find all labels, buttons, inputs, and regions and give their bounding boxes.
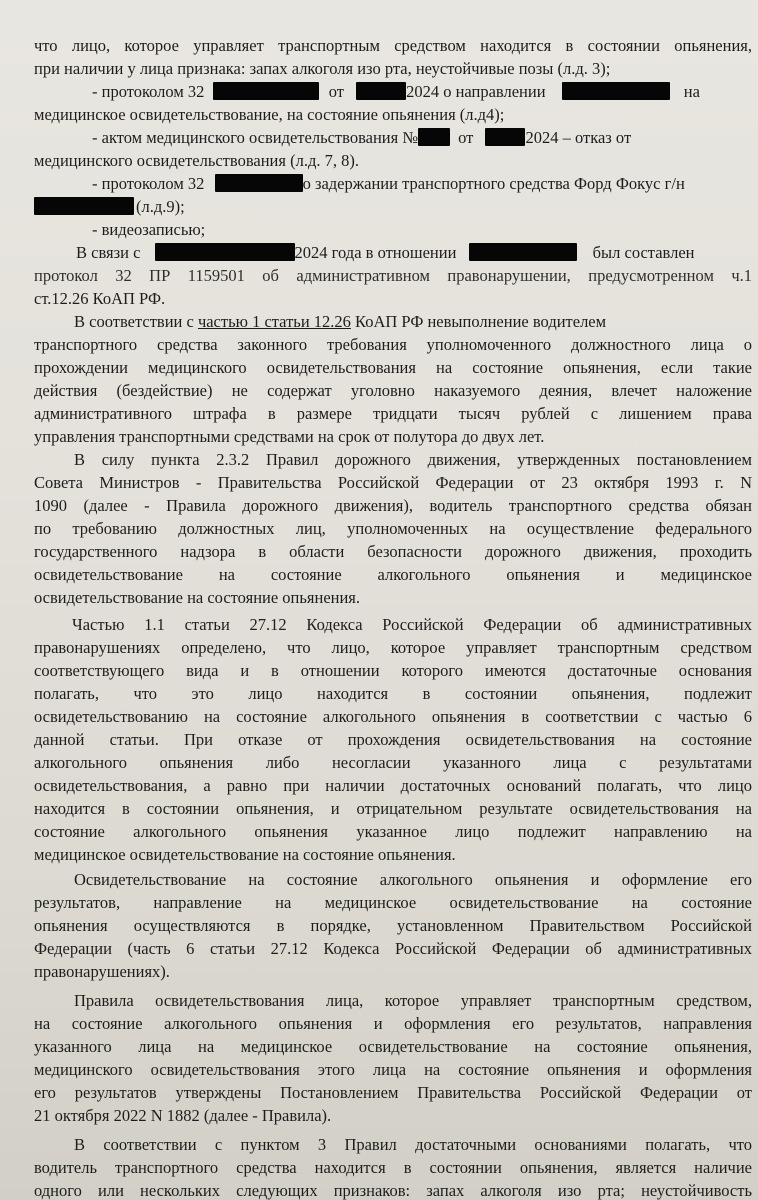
text-line: Совета Министров - Правительства Российской Федерации от 23 октября 1993 г. N [34,473,752,492]
text-fragment: - актом медицинского освидетельствования № [92,128,419,147]
text-line: Правила освидетельствования лица, которое управляет транспортным средством, [74,991,752,1010]
text-line: 1090 (далее - Правила дорожного движения), водитель транспортного средства обязан [34,496,752,515]
text-line: его результатов утверждены Постановлением Правительства Российской Федерации от [34,1083,752,1102]
text-line: данной статьи. При отказе от прохождения освидетельствования на состояние [34,730,752,749]
redaction-block [418,128,450,146]
text-fragment: В связи с [76,243,141,262]
text-line: освидетельствования, а равно при наличии достаточных оснований полагать, что лицо [34,776,752,795]
text-line: по требованию должностных лиц, уполномоченных на осуществление федерального [34,519,752,538]
text-fragment: - протоколом 32 [92,174,205,193]
text-line [34,241,752,264]
text-line: 21 октября 2022 N 1882 (далее - Правила). [34,1106,332,1125]
text-line [34,80,752,103]
redaction-block [485,128,525,146]
redaction-block [34,197,134,215]
text-line: В соответствии с пунктом 3 Правил достаточными основаниями полагать, что [74,1135,752,1154]
text-line: что лицо, которое управляет транспортным средством находится в состоянии опьянения, [34,36,752,55]
text-fragment: на [683,82,700,101]
text-line: результатов, направление на медицинское освидетельствование на состояние [34,893,752,912]
text-line: освидетельствование на состояние опьянения. [34,588,361,607]
text-line [34,126,752,149]
text-fragment: (л.д.9); [136,197,185,216]
text-line: ст.12.26 КоАП РФ. [34,289,166,308]
text-line: водитель транспортного средства находится в состоянии опьянения, является наличие [34,1158,752,1177]
text-line: опьянения осуществляются в порядке, установленном Правительством Российской [34,916,752,935]
text-fragment: - протоколом 32 [92,82,205,101]
text-line: Освидетельствование на состояние алкогольного опьянения и оформление его [74,870,752,889]
text-fragment: от [458,128,474,147]
text-line: медицинское освидетельствование, на состояние опьянения (л.д4); [34,105,505,124]
document-text [34,34,752,1200]
text-fragment: В соответствии с [74,312,194,331]
text-line: при наличии у лица признака: запах алкоголя изо рта, неустойчивые позы (л.д. 3); [34,59,611,78]
text-line: медицинского освидетельствования (л.д. 7, 8). [34,151,359,170]
text-fragment: КоАП РФ невыполнение водителем [355,312,607,331]
text-line [34,195,752,218]
text-line: полагать, что это лицо находится в состоянии опьянения, подлежит [34,684,752,703]
redaction-block [469,243,577,261]
text-fragment: о задержании транспортного средства Форд Фокус г/н [302,174,685,193]
text-line: указанного лица на медицинское освидетельствование на состояние опьянения, [34,1037,752,1056]
text-line: освидетельствованию на состояние алкогольного опьянения в соответствии с частью 6 [34,707,752,726]
text-line: - видеозаписью; [92,220,206,239]
text-fragment: 2024 – отказ от [525,128,632,147]
text-line: прохождении медицинского освидетельствования на состояние опьянения, если такие [34,358,752,377]
text-line: государственного надзора в области безопасности дорожного движения, проходить [34,542,752,561]
text-line: медицинское освидетельствование на состояние опьянения. [34,845,456,864]
text-line: алкогольного опьянения либо несогласии указанного лица с результатами [34,753,752,772]
text-line: правонарушениях). [34,962,170,981]
text-fragment: 2024 о направлении [406,82,546,101]
text-line: управления транспортными средствами на срок от полутора до двух лет. [34,427,545,446]
redaction-block [213,82,319,100]
text-line: действия (бездействие) не содержат уголовно наказуемого деяния, влечет наложение [34,381,752,400]
text-fragment: 2024 года в отношении [294,243,457,262]
redaction-block [562,82,670,100]
text-line [34,172,752,195]
text-line: одного или нескольких следующих признаков: запах алкоголя изо рта; неустойчивость [34,1181,752,1200]
text-line: правонарушениях определено, что лицо, которое управляет транспортным средством [34,638,752,657]
redaction-block [356,82,406,100]
text-line: находится в состоянии опьянения, и отрицательном результате освидетельствования на [34,799,752,818]
text-line: соответствующего вида и в отношении которого имеются достаточные основания [34,661,752,680]
text-fragment: от [328,82,344,101]
text-line: освидетельствование на состояние алкогольного опьянения и медицинское [34,565,752,584]
text-line: состояние алкогольного опьянения указанное лицо подлежит направлению на [34,822,752,841]
text-line: медицинского освидетельствования этого лица на состояние опьянения и оформления [34,1060,752,1079]
text-line: транспортного средства законного требования уполномоченного должностного лица о [34,335,752,354]
text-line: административного штрафа в размере тридцати тысяч рублей с лишением права [34,404,752,423]
redaction-block [155,243,295,261]
text-line [34,310,752,333]
law-reference-link[interactable]: частью 1 статьи 12.26 [197,312,351,331]
text-line: Частью 1.1 статьи 27.12 Кодекса Российской Федерации об административных [72,615,752,634]
text-line: протокол 32 ПР 1159501 об административном правонарушении, предусмотренном ч.1 [34,266,752,285]
text-fragment: был составлен [592,243,695,262]
text-line: В силу пункта 2.3.2 Правил дорожного движения, утвержденных постановлением [74,450,752,469]
text-line: на состояние алкогольного опьянения и оформления его результатов, направления [34,1014,752,1033]
text-line: Федерации (часть 6 статьи 27.12 Кодекса Российской Федерации об административных [34,939,752,958]
redaction-block [215,174,303,192]
